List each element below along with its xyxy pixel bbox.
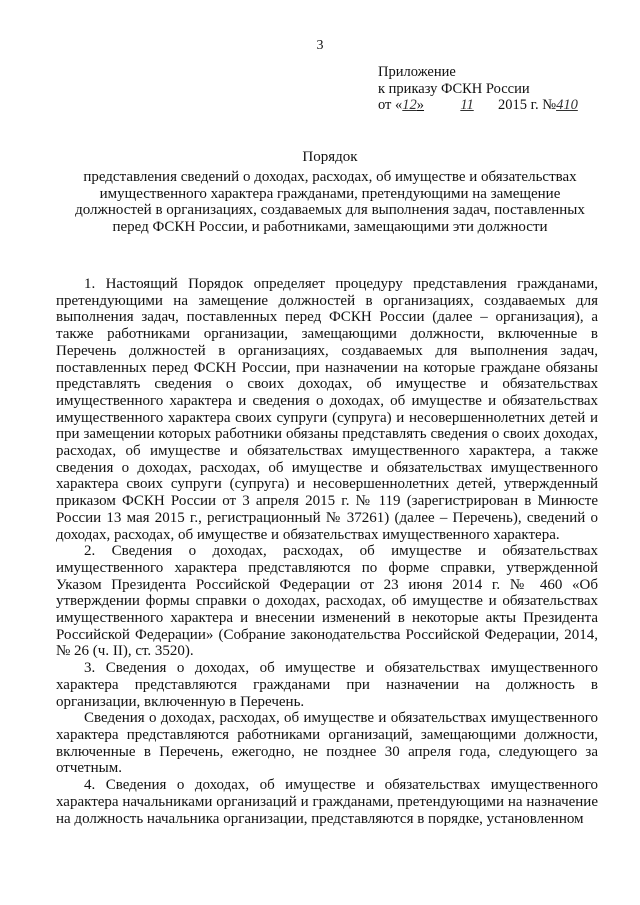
page-number: 3 bbox=[316, 38, 324, 53]
order-date-line bbox=[378, 97, 578, 114]
order-month: 11 bbox=[460, 97, 474, 113]
order-reference: к приказу ФСКН России bbox=[378, 80, 530, 97]
blank-line bbox=[424, 97, 436, 114]
paragraph-3-continued: Сведения о доходах, расходах, об имуществе и обязательствах имущественного характера представляются работниками организаций, замещающими должности, включенные в Перечень, ежегодно, не позднее 30 апреля года, следующего за отчетным. bbox=[56, 710, 598, 777]
document-body bbox=[56, 276, 598, 827]
order-number: 410 bbox=[556, 97, 578, 113]
appendix-header bbox=[378, 64, 578, 114]
title-heading: Порядок bbox=[302, 149, 358, 165]
order-day: 12 bbox=[402, 97, 417, 113]
quote-close: » bbox=[416, 97, 425, 113]
paragraph-3: 3. Сведения о доходах, об имуществе и обязательствах имущественного характера представляются гражданами при назначении на должность в организации, включенную в Перечень. bbox=[56, 660, 598, 710]
paragraph-1: 1. Настоящий Порядок определяет процедуру представления гражданами, претендующими на замещение должностей в организациях, создаваемых для выполнения задач, поставленных перед ФСКН России (далее – организация), а также работниками организации, замещающими должности, включенные в Перечень должностей в организациях, создаваемых для выполнения задач, поставленных перед ФСКН России, при назначении на которые граждане обязаны представлять сведения о своих доходах, об имуществе и обязательствах имущественного характера и сведения о доходах, об имуществе и обязательствах имущественного характера своих супруги (супруга) и несовершеннолетних детей и при замещении которых работники обязаны представлять сведения о своих доходах, расходах, об имуществе и обязательствах имущественного характера, а также сведения о доходах, расходах, об имуществе и обязательствах имущественного характера своих супруги (супруга) и несовершеннолетних детей, утвержденный приказом ФСКН России от 3 апреля 2015 г. № 119 (зарегистрирован в Минюсте России 13 мая 2015 г., регистрационный № 37261) (далее – Перечень), сведений о доходах, расходах, об имуществе и обязательствах имущественного характера. bbox=[56, 276, 598, 543]
date-prefix: от « bbox=[378, 97, 403, 113]
appendix-label: Приложение bbox=[378, 64, 456, 80]
paragraph-4: 4. Сведения о доходах, об имуществе и обязательствах имущественного характера начальниками организаций и гражданами, претендующими на назначение на должность начальника организации, представляются в порядке, установленном bbox=[56, 777, 598, 827]
order-year: 2015 г. № bbox=[498, 97, 557, 113]
title-text: представления сведений о доходах, расходах, об имуществе и обязательствах имущественного характера гражданами, претендующими на замещение должностей в организациях, создаваемых для выполнения задач, поставленных перед ФСКН России, и работниками, замещающими эти должности bbox=[75, 168, 585, 236]
paragraph-2: 2. Сведения о доходах, расходах, об имуществе и обязательствах имущественного характера представляются по форме справки, утвержденной Указом Президента Российской Федерации от 23 июня 2014 г. № 460 «Об утверждении формы справки о доходах, расходах, об имуществе и обязательствах имущественного характера и внесении изменений в некоторые акты Президента Российской Федерации» (Собрание законодательства Российской Федерации, 2014, № 26 (ч. II), ст. 3520). bbox=[56, 543, 598, 660]
document-title bbox=[60, 149, 600, 236]
